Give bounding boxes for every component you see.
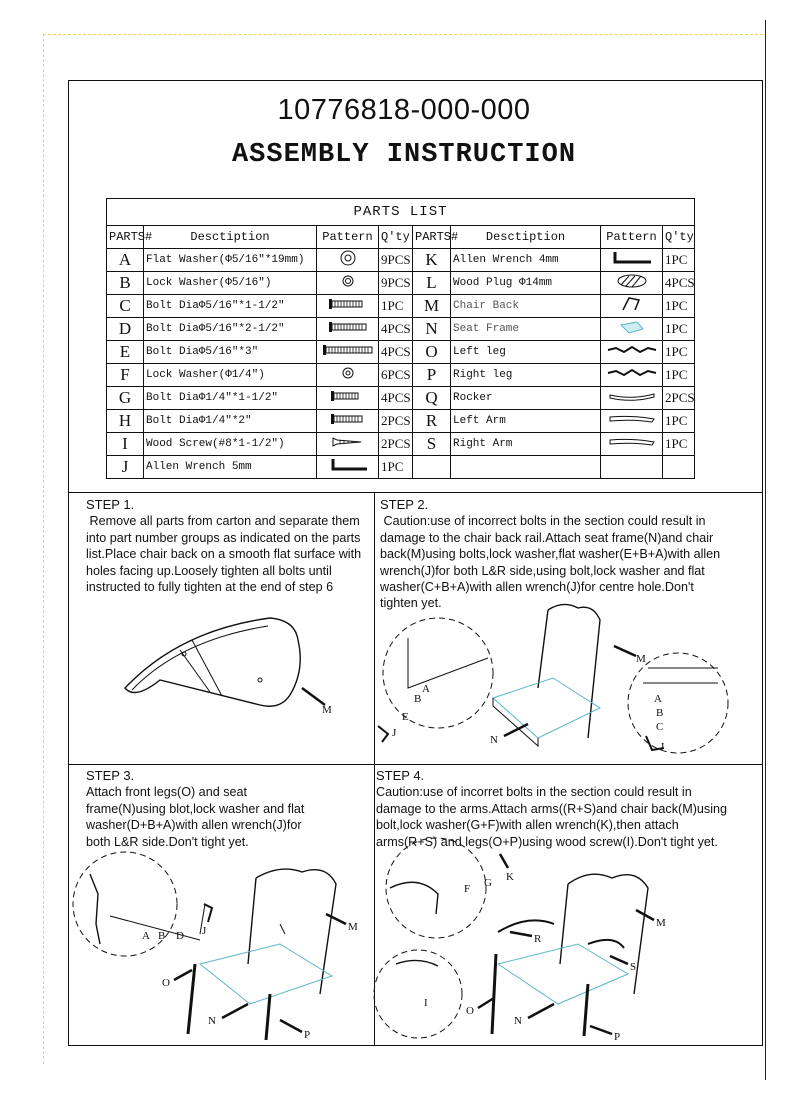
- steps-middle-divider: [68, 764, 763, 765]
- parts-list-table: [106, 198, 695, 479]
- parts-list-title: PARTS LIST: [107, 199, 695, 226]
- table-row: [107, 295, 695, 318]
- step-heading: STEP 1.: [86, 497, 135, 512]
- part-description: Flat Washer(Φ5/16"*19mm): [144, 249, 317, 272]
- part-description: Allen Wrench 5mm: [144, 456, 317, 479]
- callout-label: N: [208, 1015, 216, 1027]
- part-qty: 1PC: [663, 318, 695, 341]
- callout-label: S: [630, 961, 637, 973]
- callout-label: N: [514, 1015, 522, 1027]
- callout-label: F: [464, 883, 471, 895]
- allen-wrench-icon: [317, 456, 379, 479]
- part-letter: C: [107, 295, 144, 318]
- step-3-text: [86, 768, 372, 850]
- table-row: [107, 387, 695, 410]
- part-letter: J: [107, 456, 144, 479]
- part-qty: 2PCS: [663, 387, 695, 410]
- callout-label: A: [142, 930, 150, 942]
- flat-washer-icon: [317, 249, 379, 272]
- header-qty: Q'ty: [379, 226, 413, 249]
- table-row: [107, 456, 695, 479]
- step-heading: STEP 2.: [380, 497, 429, 512]
- header-description: Desctiption: [144, 226, 317, 249]
- steps-top-divider: [68, 492, 763, 493]
- part-description: Bolt DiaΦ5/16"*2-1/2": [144, 318, 317, 341]
- part-description: Allen Wrench 4mm: [451, 249, 601, 272]
- callout-label: M: [322, 704, 332, 716]
- callout-label: J: [202, 925, 207, 937]
- callout-label: M: [636, 653, 646, 665]
- steps-vertical-divider: [374, 492, 375, 1046]
- step-2-illustration: [378, 598, 728, 760]
- part-letter: S: [413, 433, 451, 456]
- table-row: [107, 433, 695, 456]
- callout-label: E: [402, 711, 409, 723]
- callout-label: J: [392, 727, 397, 739]
- step-4-illustration: [378, 844, 728, 1044]
- part-description: Bolt DiaΦ5/16"*3": [144, 341, 317, 364]
- callout-label: P: [614, 1031, 621, 1043]
- step-line: frame(N)using blot,lock washer and flat: [86, 801, 305, 816]
- empty-cell: [451, 456, 601, 479]
- part-description: Bolt DiaΦ5/16"*1-1/2": [144, 295, 317, 318]
- step-line: Attach front legs(O) and seat: [86, 785, 248, 800]
- table-row: [107, 364, 695, 387]
- part-letter: P: [413, 364, 451, 387]
- right-arm-icon: [601, 433, 663, 456]
- part-description: Left Arm: [451, 410, 601, 433]
- callout-label: C: [656, 721, 664, 733]
- small-bolt-icon: [317, 387, 379, 410]
- step-heading: STEP 3.: [86, 768, 135, 783]
- header-parts: PARTS#: [107, 226, 144, 249]
- part-qty: 1PC: [379, 295, 413, 318]
- part-description: Bolt DiaΦ1/4"*1-1/2": [144, 387, 317, 410]
- part-qty: 2PCS: [379, 433, 413, 456]
- empty-cell: [413, 456, 451, 479]
- step-1-illustration: [120, 610, 350, 720]
- part-description: Right Arm: [451, 433, 601, 456]
- part-qty: 1PC: [379, 456, 413, 479]
- part-description: Rocker: [451, 387, 601, 410]
- table-row: [107, 410, 695, 433]
- callout-label: A: [654, 693, 662, 705]
- rocker-icon: [601, 387, 663, 410]
- part-qty: 4PCS: [663, 272, 695, 295]
- callout-label: I: [424, 997, 428, 1009]
- step-line: washer(C+B+A)with allen wrench(J)for centre hole.Don't: [380, 580, 694, 595]
- part-qty: 1PC: [663, 364, 695, 387]
- page-border-top: [43, 34, 763, 35]
- step-line: arms(R+S) and legs(O+P)using wood screw(I).Don't tight yet.: [376, 834, 718, 849]
- step-line: back(M)using bolts,lock washer,flat washer(E+B+A)with allen: [380, 547, 721, 562]
- step-line: into part number groups as indicated on the parts: [86, 530, 361, 545]
- step-line: tighten yet.: [380, 596, 442, 611]
- callout-label: B: [158, 930, 166, 942]
- part-description: Lock Washer(Φ1/4"): [144, 364, 317, 387]
- part-qty: 1PC: [663, 249, 695, 272]
- part-qty: 1PC: [663, 433, 695, 456]
- small-lock-washer-icon: [317, 364, 379, 387]
- allen-wrench-small-icon: [601, 249, 663, 272]
- header-qty: Q'ty: [663, 226, 695, 249]
- table-row: [107, 249, 695, 272]
- callout-label: D: [176, 930, 184, 942]
- callout-label: M: [348, 921, 358, 933]
- left-leg-icon: [601, 341, 663, 364]
- part-description: Wood Plug Φ14mm: [451, 272, 601, 295]
- step-line: washer(D+B+A)with allen wrench(J)for: [86, 818, 302, 833]
- step-line: list.Place chair back on a smooth flat surface with: [86, 547, 362, 562]
- part-letter: K: [413, 249, 451, 272]
- step-line: Caution:use of incorret bolts in the section could result in: [376, 785, 692, 800]
- part-qty: 1PC: [663, 410, 695, 433]
- part-letter: F: [107, 364, 144, 387]
- step-3-illustration: [70, 864, 370, 1044]
- part-qty: 9PCS: [379, 249, 413, 272]
- part-qty: 2PCS: [379, 410, 413, 433]
- part-letter: E: [107, 341, 144, 364]
- short-bolt-icon: [317, 295, 379, 318]
- part-letter: L: [413, 272, 451, 295]
- step-line: wrench(J)for both L&R side,using bolt,lock washer and flat: [380, 563, 705, 578]
- page-border-right: [765, 20, 766, 1080]
- step-line: instructed to fully tighten at the end of step 6: [86, 580, 334, 595]
- step-line: damage to the chair back rail.Attach seat frame(N)and chair: [380, 530, 714, 545]
- part-description: Chair Back: [451, 295, 601, 318]
- part-letter: G: [107, 387, 144, 410]
- step-heading: STEP 4.: [376, 768, 425, 783]
- callout-label: R: [534, 933, 542, 945]
- step-1-text: [86, 497, 372, 595]
- step-4-text: [376, 768, 728, 850]
- medium-bolt-icon: [317, 318, 379, 341]
- part-letter: M: [413, 295, 451, 318]
- part-qty: 6PCS: [379, 364, 413, 387]
- callout-label: A: [422, 683, 430, 695]
- parts-list-header: [107, 226, 695, 249]
- step-line: damage to the arms.Attach arms((R+S)and chair back(M)using: [376, 801, 728, 816]
- callout-label: K: [506, 871, 514, 883]
- part-letter: I: [107, 433, 144, 456]
- left-arm-icon: [601, 410, 663, 433]
- callout-label: J: [660, 741, 665, 753]
- document-title: ASSEMBLY INSTRUCTION: [231, 140, 577, 170]
- step-line: Caution:use of incorrect bolts in the section could result in: [380, 514, 706, 529]
- header-pattern: Pattern: [601, 226, 663, 249]
- part-qty: 1PC: [663, 295, 695, 318]
- part-qty: 9PCS: [379, 272, 413, 295]
- right-leg-icon: [601, 364, 663, 387]
- callout-label: O: [466, 1005, 474, 1017]
- document-number: 10776818-000-000: [277, 94, 531, 126]
- step-2-text: [380, 497, 725, 612]
- part-letter: Q: [413, 387, 451, 410]
- page-border-left: [43, 34, 44, 1064]
- empty-cell: [601, 456, 663, 479]
- step-line: bolt,lock washer(G+F)with allen wrench(K),then attach: [376, 818, 679, 833]
- part-description: Bolt DiaΦ1/4"*2": [144, 410, 317, 433]
- lock-washer-icon: [317, 272, 379, 295]
- header-description: Desctiption: [451, 226, 601, 249]
- callout-label: B: [414, 693, 422, 705]
- part-qty: 4PCS: [379, 341, 413, 364]
- callout-label: P: [304, 1029, 311, 1041]
- empty-cell: [663, 456, 695, 479]
- wood-plug-icon: [601, 272, 663, 295]
- step-line: both L&R side.Don't tight yet.: [86, 834, 249, 849]
- part-description: Seat Frame: [451, 318, 601, 341]
- part-description: Wood Screw(#8*1-1/2"): [144, 433, 317, 456]
- part-qty: 1PC: [663, 341, 695, 364]
- seat-frame-icon: [601, 318, 663, 341]
- part-letter: R: [413, 410, 451, 433]
- table-row: [107, 341, 695, 364]
- header-pattern: Pattern: [317, 226, 379, 249]
- callout-label: M: [656, 917, 666, 929]
- part-description: Right leg: [451, 364, 601, 387]
- callout-label: N: [490, 734, 498, 746]
- part-letter: A: [107, 249, 144, 272]
- step-line: holes facing up.Loosely tighten all bolts until: [86, 563, 332, 578]
- callout-label: O: [162, 977, 170, 989]
- part-qty: 4PCS: [379, 318, 413, 341]
- long-bolt-icon: [317, 341, 379, 364]
- callout-label: B: [656, 707, 664, 719]
- part-qty: 4PCS: [379, 387, 413, 410]
- wood-screw-icon: [317, 433, 379, 456]
- part-description: Left leg: [451, 341, 601, 364]
- chair-back-icon: [601, 295, 663, 318]
- part-description: Lock Washer(Φ5/16"): [144, 272, 317, 295]
- part-letter: N: [413, 318, 451, 341]
- header-parts: PARTS#: [413, 226, 451, 249]
- small-bolt-2-icon: [317, 410, 379, 433]
- callout-label: G: [484, 877, 492, 889]
- table-row: [107, 318, 695, 341]
- part-letter: D: [107, 318, 144, 341]
- part-letter: H: [107, 410, 144, 433]
- step-line: Remove all parts from carton and separate them: [86, 514, 360, 529]
- part-letter: B: [107, 272, 144, 295]
- table-row: [107, 272, 695, 295]
- part-letter: O: [413, 341, 451, 364]
